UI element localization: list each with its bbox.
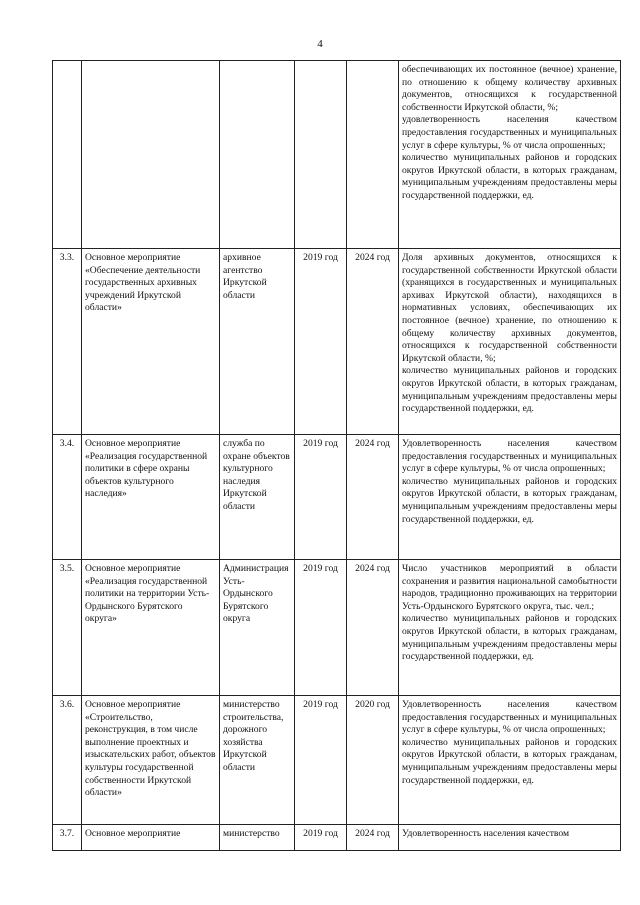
- activity-name: [82, 61, 220, 249]
- table-row: [53, 249, 621, 435]
- end-year: [347, 61, 399, 249]
- start-year: [295, 61, 347, 249]
- responsible-executor: министерство строительства, дорожного хозяйства Иркутской области: [220, 696, 295, 825]
- indicator-line: обеспечивающих их постоянное (вечное) хранение, по отношению к общему количеству архивных документов, относящихся к государственной собственности Иркутской области, %;: [402, 64, 617, 113]
- indicator-line: количество муниципальных районов и городских округов Иркутской области, в которых гражданам, муниципальным учреждениям предоставлены меры государственной поддержки, ед.: [402, 475, 617, 525]
- responsible-executor: архивное агентство Иркутской области: [220, 249, 295, 435]
- end-year: 2020 год: [347, 696, 399, 825]
- row-number: 3.7.: [53, 825, 82, 851]
- indicator-line: количество муниципальных районов и городских округов Иркутской области, в которых гражданам, муниципальным учреждениям предоставлены меры государственной поддержки, ед.: [402, 613, 617, 663]
- row-number: [53, 61, 82, 249]
- indicator-line: удовлетворенность населения качеством предоставления государственных и муниципальных услуг в сфере культуры, % от числа опрошенных;: [402, 114, 617, 151]
- indicator-line: Число участников мероприятий в области сохранения и развития национальной самобытности народов, традиционно проживающих на территории Усть-Ордынского Бурятского округа, тыс. чел.;: [402, 563, 617, 612]
- target-indicators: [399, 435, 621, 560]
- start-year: 2019 год: [295, 560, 347, 696]
- activity-name: Основное мероприятие «Реализация государственной политики на территории Усть-Ордынского Бурятского округа»: [82, 560, 220, 696]
- row-number: 3.6.: [53, 696, 82, 825]
- target-indicators: [399, 825, 621, 851]
- row-number: 3.3.: [53, 249, 82, 435]
- indicator-line: Удовлетворенность населения качеством предоставления государственных и муниципальных услуг в сфере культуры, % от числа опрошенных;: [402, 699, 617, 736]
- activity-name: Основное мероприятие «Реализация государственной политики в сфере охраны объектов культурного наследия»: [82, 435, 220, 560]
- end-year: 2024 год: [347, 560, 399, 696]
- activity-name: Основное мероприятие: [82, 825, 220, 851]
- table-row: [53, 435, 621, 560]
- program-activities-table: [52, 60, 621, 851]
- target-indicators: [399, 560, 621, 696]
- end-year: 2024 год: [347, 435, 399, 560]
- indicator-line: количество муниципальных районов и городских округов Иркутской области, в которых гражданам, муниципальным учреждениям предоставлены меры государственной поддержки, ед.: [402, 365, 617, 415]
- table-body: [53, 61, 621, 851]
- responsible-executor: служба по охране объектов культурного наследия Иркутской области: [220, 435, 295, 560]
- end-year: 2024 год: [347, 249, 399, 435]
- table-row: [53, 825, 621, 851]
- start-year: 2019 год: [295, 696, 347, 825]
- table-row: [53, 61, 621, 249]
- indicator-line: Удовлетворенность населения качеством: [402, 828, 570, 839]
- target-indicators: [399, 696, 621, 825]
- activity-name: Основное мероприятие «Строительство, реконструкция, в том числе выполнение проектных и изыскательских работ, объектов культуры государственной собственности Иркутской области»: [82, 696, 220, 825]
- row-number: 3.4.: [53, 435, 82, 560]
- page-number: 4: [317, 38, 323, 50]
- end-year: 2024 год: [347, 825, 399, 851]
- indicator-line: количество муниципальных районов и городских округов Иркутской области, в которых гражданам, муниципальным учреждениям предоставлены меры государственной поддержки, ед.: [402, 152, 617, 201]
- start-year: 2019 год: [295, 435, 347, 560]
- table-row: [53, 696, 621, 825]
- target-indicators: [399, 249, 621, 435]
- start-year: 2019 год: [295, 825, 347, 851]
- start-year: 2019 год: [295, 249, 347, 435]
- indicator-line: количество муниципальных районов и городских округов Иркутской области, в которых гражданам, муниципальным учреждениям предоставлены меры государственной поддержки, ед.: [402, 736, 617, 786]
- table-row: [53, 560, 621, 696]
- indicator-line: Доля архивных документов, относящихся к государственной собственности Иркутской области (хранящихся в государственных и муниципальных архивах Иркутской области), находящихся в нормативных условиях, обеспечивающих их постоянное (вечное) хранение, по отношению к общему количеству архивных документов, относящихся к государственной собственности Иркутской области, %;: [402, 252, 617, 364]
- responsible-executor: Администрация Усть-Ордынского Бурятского округа: [220, 560, 295, 696]
- target-indicators: [399, 61, 621, 249]
- indicator-line: Удовлетворенность населения качеством предоставления государственных и муниципальных услуг в сфере культуры, % от числа опрошенных;: [402, 438, 617, 475]
- row-number: 3.5.: [53, 560, 82, 696]
- responsible-executor: министерство: [220, 825, 295, 851]
- responsible-executor: [220, 61, 295, 249]
- activity-name: Основное мероприятие «Обеспечение деятельности государственных архивных учреждений Иркутской области»: [82, 249, 220, 435]
